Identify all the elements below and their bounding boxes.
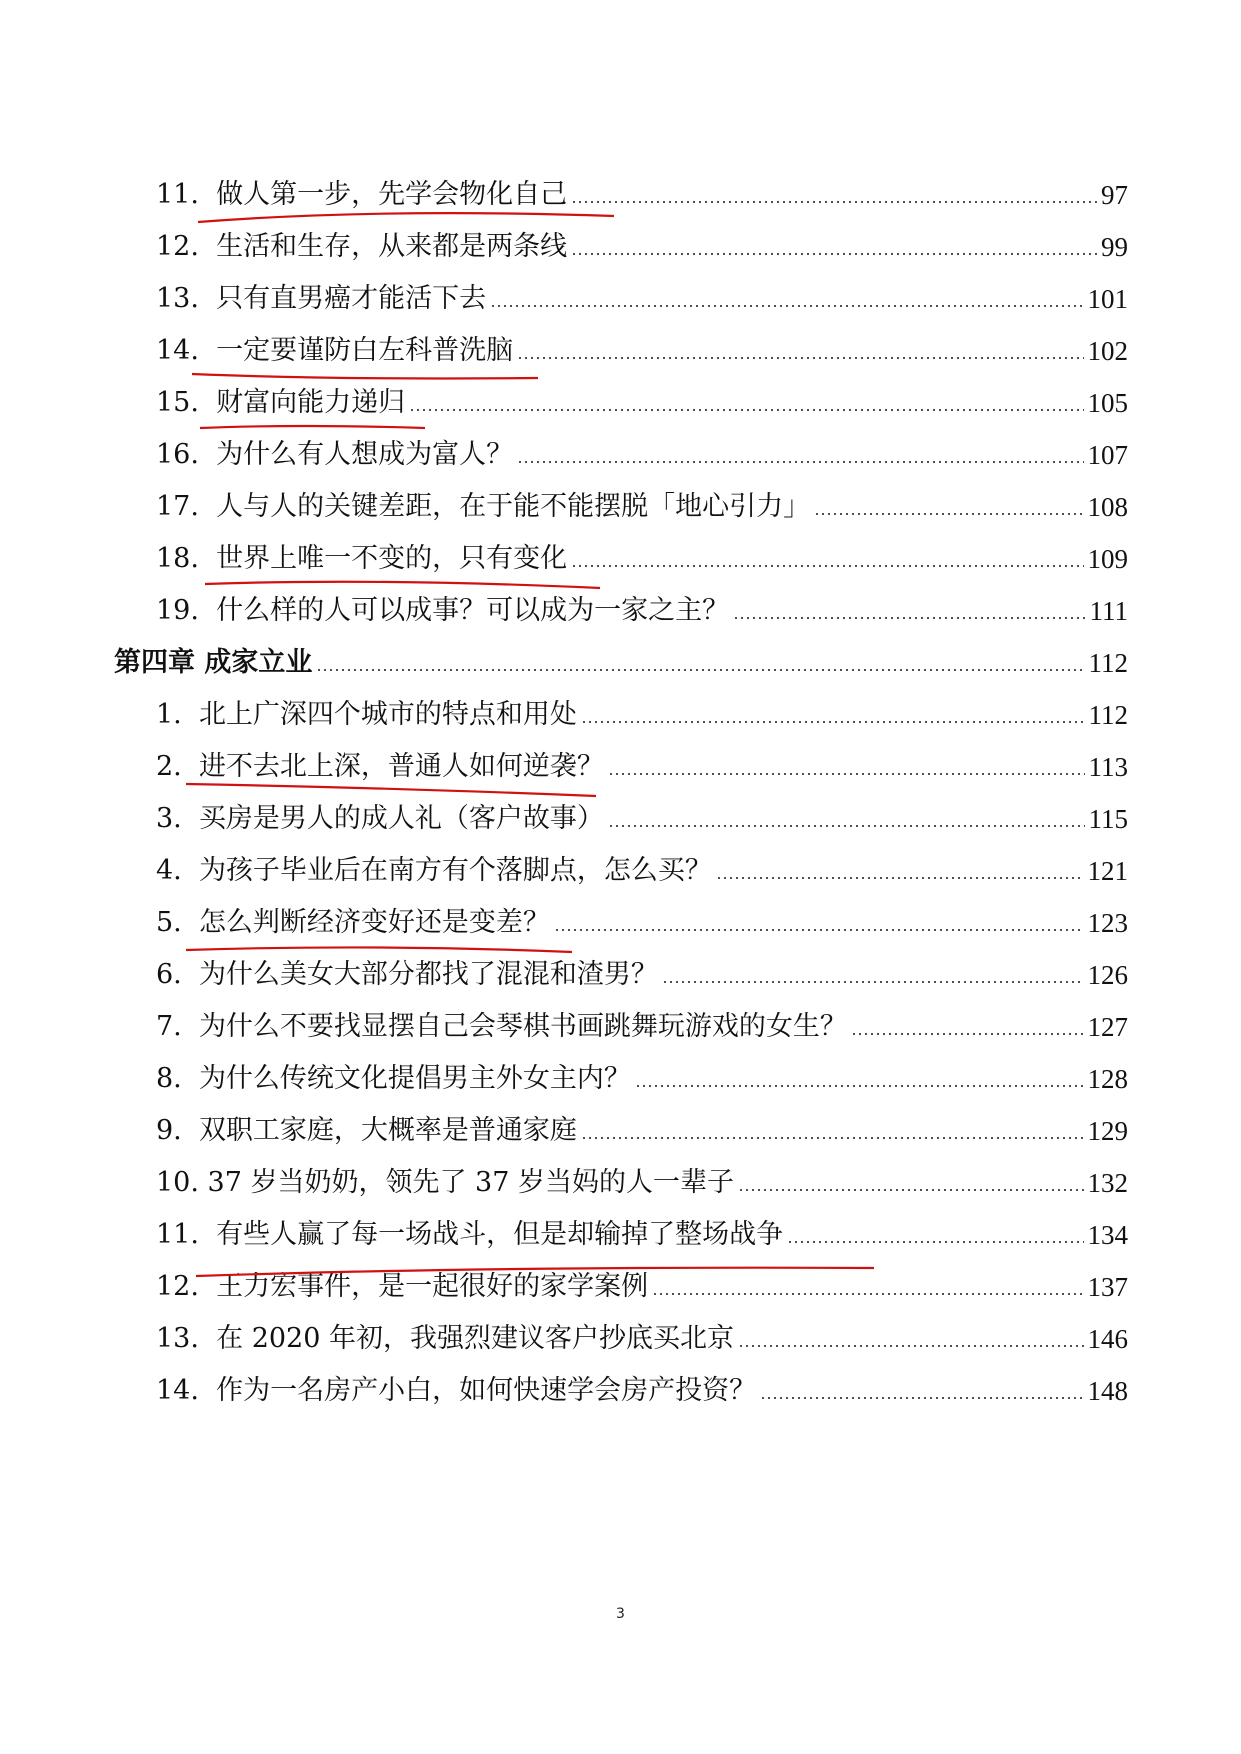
- dot-leader: [733, 617, 1085, 619]
- entry-title: 有些人赢了每一场战斗，但是却输掉了整场战争: [216, 1219, 784, 1250]
- entry-page: 132: [1087, 1168, 1128, 1198]
- toc-entry[interactable]: [0, 1209, 1128, 1261]
- entry-number: 14.: [156, 335, 217, 366]
- entry-page: 99: [1101, 232, 1128, 262]
- entry-number: 3.: [156, 803, 199, 834]
- entry-title: 世界上唯一不变的，只有变化: [216, 543, 568, 574]
- entry-number: 11.: [156, 1219, 217, 1250]
- toc-entry[interactable]: [0, 845, 1128, 897]
- dot-leader: [554, 929, 1084, 931]
- entry-number: 8.: [156, 1063, 199, 1094]
- entry-page: 102: [1087, 336, 1128, 366]
- dot-leader: [571, 253, 1097, 255]
- entry-title: 只有直男癌才能活下去: [216, 283, 487, 314]
- entry-number: 6.: [156, 959, 199, 990]
- toc-entry[interactable]: [0, 949, 1128, 1001]
- entry-page: 148: [1087, 1376, 1128, 1406]
- toc-entry[interactable]: [0, 325, 1128, 377]
- dot-leader: [517, 357, 1083, 359]
- entry-number: 2.: [156, 751, 199, 782]
- toc-entry[interactable]: [0, 1313, 1128, 1365]
- dot-leader: [662, 981, 1084, 983]
- toc-entry[interactable]: [0, 1001, 1128, 1053]
- entry-number: 12.: [156, 1271, 217, 1302]
- entry-page: 111: [1089, 596, 1128, 626]
- entry-page: 105: [1087, 388, 1128, 418]
- dot-leader: [787, 1241, 1083, 1243]
- dot-leader: [571, 201, 1097, 203]
- toc-entry[interactable]: [0, 1053, 1128, 1105]
- dot-leader: [608, 825, 1085, 827]
- toc-chapter-heading[interactable]: [0, 637, 1128, 689]
- toc-entry[interactable]: [0, 585, 1128, 637]
- toc-entry[interactable]: [0, 689, 1128, 741]
- entry-number: 5.: [156, 907, 199, 938]
- toc-entry[interactable]: [0, 533, 1128, 585]
- entry-page: 146: [1087, 1324, 1128, 1354]
- dot-leader: [738, 1345, 1084, 1347]
- entry-page: 113: [1088, 752, 1128, 782]
- entry-title: 为什么有人想成为富人？: [216, 439, 514, 470]
- dot-leader: [571, 565, 1083, 567]
- page-number: 3: [616, 1606, 625, 1622]
- toc-entry[interactable]: [0, 377, 1128, 429]
- toc-entry[interactable]: [0, 897, 1128, 949]
- entry-title: 做人第一步，先学会物化自己: [216, 179, 568, 210]
- entry-page: 108: [1087, 492, 1128, 522]
- toc-entry[interactable]: [0, 1365, 1128, 1417]
- entry-page: 128: [1087, 1064, 1128, 1094]
- entry-page: 115: [1088, 804, 1128, 834]
- entry-page: 137: [1087, 1272, 1128, 1302]
- entry-number: 7.: [156, 1011, 199, 1042]
- entry-title: 为孩子毕业后在南方有个落脚点，怎么买？: [198, 855, 712, 886]
- entry-number: 9.: [156, 1115, 199, 1146]
- dot-leader: [635, 1085, 1084, 1087]
- dot-leader: [409, 409, 1083, 411]
- toc-entry[interactable]: [0, 273, 1128, 325]
- chapter-title: 第四章 成家立业: [114, 647, 313, 678]
- entry-title: 一定要谨防白左科普洗脑: [216, 335, 514, 366]
- dot-leader: [517, 461, 1083, 463]
- dot-leader: [608, 773, 1085, 775]
- dot-leader: [652, 1293, 1083, 1295]
- entry-number: 1.: [156, 699, 199, 730]
- entry-title: 为什么美女大部分都找了混混和渣男？: [198, 959, 658, 990]
- entry-title: 王力宏事件，是一起很好的家学案例: [216, 1271, 649, 1302]
- dot-leader: [716, 877, 1084, 879]
- entry-page: 107: [1087, 440, 1128, 470]
- entry-page: 123: [1087, 908, 1128, 938]
- entry-title: 作为一名房产小白，如何快速学会房产投资？: [216, 1375, 757, 1406]
- dot-leader: [738, 1189, 1084, 1191]
- dot-leader: [851, 1033, 1084, 1035]
- entry-number: 14.: [156, 1375, 217, 1406]
- entry-number: 16.: [156, 439, 217, 470]
- entry-page: 97: [1101, 180, 1128, 210]
- entry-page: 109: [1087, 544, 1128, 574]
- entry-number: 13.: [156, 1323, 217, 1354]
- entry-number: 4.: [156, 855, 199, 886]
- entry-page: 127: [1087, 1012, 1128, 1042]
- entry-title: 双职工家庭，大概率是普通家庭: [198, 1115, 577, 1146]
- entry-number: 15.: [156, 387, 217, 418]
- dot-leader: [814, 513, 1083, 515]
- entry-title: 买房是男人的成人礼（客户故事）: [198, 803, 604, 834]
- entry-title: 进不去北上深，普通人如何逆袭？: [198, 751, 604, 782]
- dot-leader: [581, 1137, 1084, 1139]
- entry-title: 北上广深四个城市的特点和用处: [198, 699, 577, 730]
- dot-leader: [316, 669, 1084, 671]
- entry-number: 18.: [156, 543, 217, 574]
- toc-entry[interactable]: [0, 793, 1128, 845]
- entry-title: 为什么传统文化提倡男主外女主内？: [198, 1063, 631, 1094]
- toc-entry[interactable]: [0, 1261, 1128, 1313]
- entry-title: 什么样的人可以成事？可以成为一家之主？: [216, 595, 730, 626]
- toc-entry[interactable]: [0, 1105, 1128, 1157]
- chapter-page: 112: [1088, 648, 1128, 678]
- entry-title: 为什么不要找显摆自己会琴棋书画跳舞玩游戏的女生？: [198, 1011, 847, 1042]
- entry-page: 121: [1087, 856, 1128, 886]
- entry-page: 101: [1087, 284, 1128, 314]
- entry-title: 人与人的关键差距，在于能不能摆脱「地心引力」: [216, 491, 811, 522]
- dot-leader: [760, 1397, 1083, 1399]
- toc-entry[interactable]: [0, 169, 1128, 221]
- entry-number: 11.: [156, 179, 217, 210]
- entry-number: 13.: [156, 283, 217, 314]
- toc-entry[interactable]: [0, 429, 1128, 481]
- entry-title: 怎么判断经济变好还是变差？: [198, 907, 550, 938]
- dot-leader: [490, 305, 1083, 307]
- entry-page: 134: [1087, 1220, 1128, 1250]
- entry-page: 129: [1087, 1116, 1128, 1146]
- entry-title: 财富向能力递归: [216, 387, 406, 418]
- entry-number: 12.: [156, 231, 217, 262]
- toc-entry[interactable]: [0, 221, 1128, 273]
- entry-number: 17.: [156, 491, 217, 522]
- entry-number: 10.: [156, 1167, 208, 1198]
- entry-number: 19.: [156, 595, 217, 626]
- entry-title: 生活和生存，从来都是两条线: [216, 231, 568, 262]
- toc-entry[interactable]: [0, 481, 1128, 533]
- entry-title: 在 2020 年初，我强烈建议客户抄底买北京: [216, 1323, 734, 1354]
- entry-page: 126: [1087, 960, 1128, 990]
- dot-leader: [581, 721, 1085, 723]
- entry-title: 37 岁当奶奶，领先了 37 岁当妈的人一辈子: [207, 1167, 734, 1198]
- entry-page: 112: [1088, 700, 1128, 730]
- toc-entry[interactable]: [0, 741, 1128, 793]
- toc-entry[interactable]: [0, 1157, 1128, 1209]
